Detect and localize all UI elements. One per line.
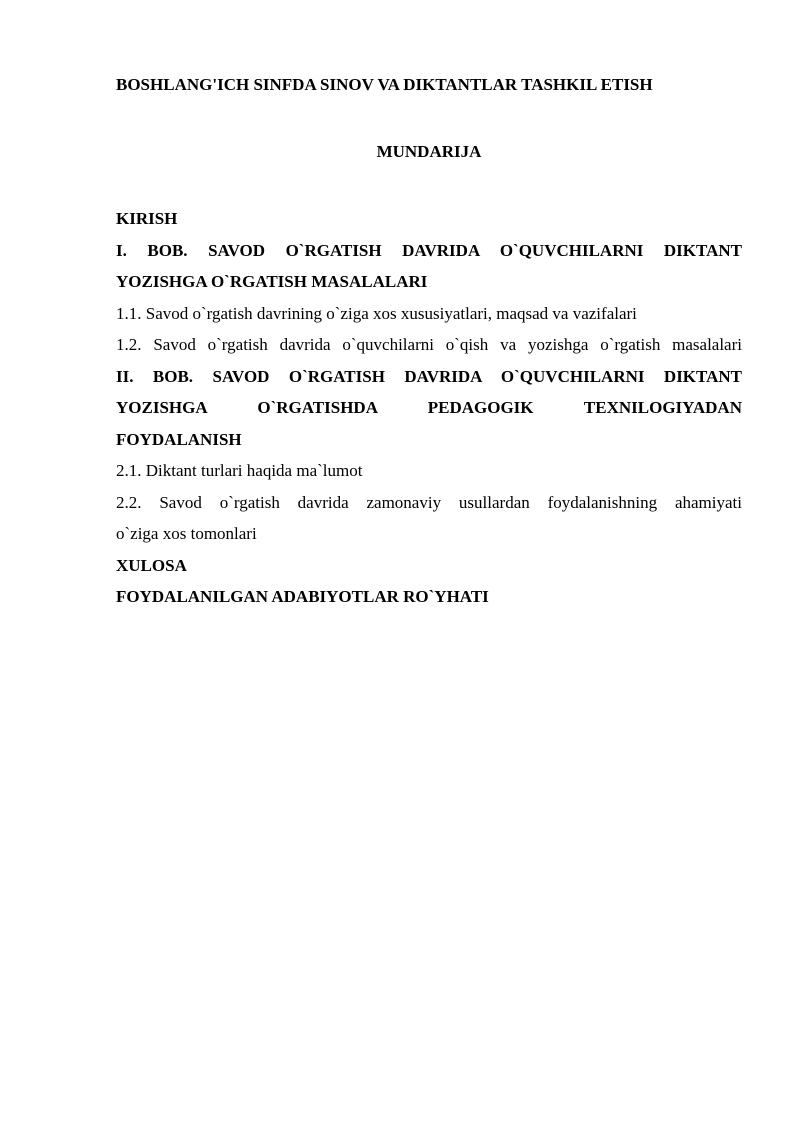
toc-chapter-2-title-line-1: II. BOB. SAVOD O`RGATISH DAVRIDA O`QUVCHILARNI DIKTANT bbox=[116, 366, 742, 386]
toc-entry-introduction: KIRISH bbox=[116, 209, 178, 228]
toc-chapter-2-title-line-2: YOZISHGA O`RGATISHDA PEDAGOGIK TEXNILOGIYADAN bbox=[116, 398, 742, 417]
toc-section-1-2: 1.2. Savod o`rgatish davrida o`quvchilarni o`qish va yozishga o`rgatish masalalari bbox=[116, 335, 742, 354]
toc-heading: MUNDARIJA bbox=[376, 142, 482, 161]
toc-section-2-2-line-1: 2.2. Savod o`rgatish davrida zamonaviy usullardan foydalanishning ahamiyati bbox=[116, 492, 742, 512]
toc-entry-references: FOYDALANILGAN ADABIYOTLAR RO`YHATI bbox=[116, 587, 489, 606]
toc-chapter-1-title-line-1: I. BOB. SAVOD O`RGATISH DAVRIDA O`QUVCHILARNI DIKTANT bbox=[116, 240, 742, 260]
table-of-contents bbox=[116, 203, 742, 613]
toc-chapter-2-title-line-3: FOYDALANISH bbox=[116, 429, 242, 449]
toc-chapter-1-title-line-2: YOZISHGA O`RGATISH MASALALARI bbox=[116, 272, 428, 291]
document-title: BOSHLANG'ICH SINFDA SINOV VA DIKTANTLAR TASHKIL ETISH bbox=[116, 75, 653, 94]
toc-section-1-1: 1.1. Savod o`rgatish davrining o`ziga xos xususiyatlari, maqsad va vazifalari bbox=[116, 303, 637, 323]
toc-section-2-1: 2.1. Diktant turlari haqida ma`lumot bbox=[116, 461, 363, 480]
toc-entry-conclusion: XULOSA bbox=[116, 555, 187, 575]
document-page bbox=[116, 0, 742, 1131]
toc-section-2-2-line-2: o`ziga xos tomonlari bbox=[116, 524, 257, 543]
